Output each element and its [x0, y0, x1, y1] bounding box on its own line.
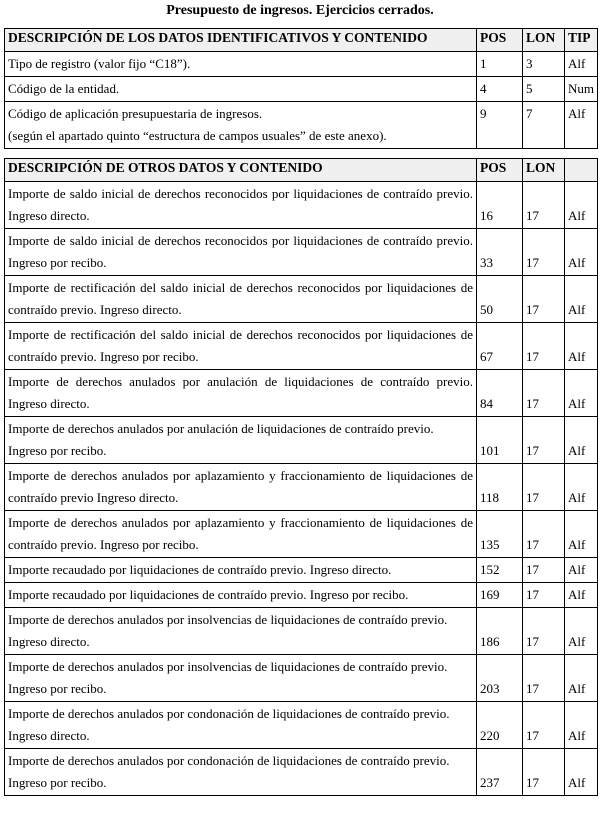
- description-line: Importe de derechos anulados por condonación de liquidaciones de contraído previo.: [8, 706, 450, 721]
- row-lon: 7: [523, 102, 565, 149]
- table-row: [5, 370, 598, 417]
- row-lon: 17: [523, 558, 565, 583]
- row-tip: Alf: [565, 558, 598, 583]
- row-pos: 186: [477, 608, 523, 655]
- row-lon: 17: [523, 583, 565, 608]
- row-pos: 1: [477, 52, 523, 77]
- row-description: [5, 77, 477, 102]
- table-row: [5, 702, 598, 749]
- row-lon: 17: [523, 464, 565, 511]
- description-line: Importe de derechos anulados por aplazamiento y fraccionamiento de liquidaciones de contraído previo Ingreso directo.: [8, 468, 473, 505]
- row-description: [5, 370, 477, 417]
- row-lon: 17: [523, 182, 565, 229]
- header-lon: LON: [523, 29, 565, 52]
- table-row: [5, 608, 598, 655]
- row-tip: Alf: [565, 608, 598, 655]
- row-pos: 9: [477, 102, 523, 149]
- row-tip: Alf: [565, 370, 598, 417]
- other-data-table: [4, 158, 598, 796]
- row-pos: 101: [477, 417, 523, 464]
- description-line: Código de la entidad.: [8, 81, 120, 96]
- description-line: Importe recaudado por liquidaciones de contraído previo. Ingreso por recibo.: [8, 587, 409, 602]
- row-lon: 17: [523, 276, 565, 323]
- row-pos: 84: [477, 370, 523, 417]
- row-description: [5, 608, 477, 655]
- table-row: [5, 182, 598, 229]
- row-tip: Alf: [565, 276, 598, 323]
- description-line: Importe de saldo inicial de derechos reconocidos por liquidaciones de contraído previo. Ingreso directo.: [8, 186, 473, 223]
- row-description: [5, 749, 477, 796]
- row-tip: Alf: [565, 583, 598, 608]
- header-pos: POS: [477, 29, 523, 52]
- row-description: [5, 558, 477, 583]
- row-pos: 4: [477, 77, 523, 102]
- row-tip: Alf: [565, 655, 598, 702]
- description-line: Importe de derechos anulados por insolvencias de liquidaciones de contraído previo.: [8, 612, 448, 627]
- row-pos: 135: [477, 511, 523, 558]
- table-row: [5, 749, 598, 796]
- row-lon: 3: [523, 52, 565, 77]
- row-pos: 118: [477, 464, 523, 511]
- description-line: Importe recaudado por liquidaciones de contraído previo. Ingreso directo.: [8, 562, 392, 577]
- table-row: [5, 655, 598, 702]
- row-description: [5, 464, 477, 511]
- description-line: Importe de derechos anulados por anulación de liquidaciones de contraído previo.: [8, 421, 434, 436]
- header-tip: TIP: [565, 29, 598, 52]
- description-line: Ingreso por recibo.: [8, 681, 107, 696]
- description-line: Ingreso directo.: [8, 634, 90, 649]
- row-pos: 169: [477, 583, 523, 608]
- row-description: [5, 229, 477, 276]
- table-row: [5, 276, 598, 323]
- row-lon: 17: [523, 229, 565, 276]
- header-tip: [565, 159, 598, 182]
- row-tip: Alf: [565, 702, 598, 749]
- row-lon: 17: [523, 370, 565, 417]
- header-pos: POS: [477, 159, 523, 182]
- table-row: [5, 583, 598, 608]
- row-tip: Alf: [565, 511, 598, 558]
- description-line: Importe de saldo inicial de derechos reconocidos por liquidaciones de contraído previo. Ingreso por recibo.: [8, 233, 473, 270]
- row-tip: Alf: [565, 229, 598, 276]
- description-line: Importe de derechos anulados por insolvencias de liquidaciones de contraído previo.: [8, 659, 448, 674]
- row-pos: 220: [477, 702, 523, 749]
- description-line: (según el apartado quinto “estructura de campos usuales” de este anexo).: [8, 128, 387, 143]
- description-line: Importe de derechos anulados por anulación de liquidaciones de contraído previo. Ingreso directo.: [8, 374, 473, 411]
- table-header-row: [5, 159, 598, 182]
- table-row: [5, 511, 598, 558]
- table-row: [5, 323, 598, 370]
- description-line: Ingreso por recibo.: [8, 443, 107, 458]
- description-line: Ingreso por recibo.: [8, 775, 107, 790]
- table-row: [5, 417, 598, 464]
- row-lon: 17: [523, 417, 565, 464]
- row-tip: Alf: [565, 323, 598, 370]
- table-row: [5, 52, 598, 77]
- row-tip: Alf: [565, 102, 598, 149]
- identification-table: [4, 28, 598, 149]
- row-description: [5, 583, 477, 608]
- row-pos: 50: [477, 276, 523, 323]
- row-description: [5, 702, 477, 749]
- table-row: [5, 464, 598, 511]
- row-tip: Alf: [565, 182, 598, 229]
- row-description: [5, 323, 477, 370]
- row-description: [5, 276, 477, 323]
- row-tip: Num: [565, 77, 598, 102]
- description-line: Tipo de registro (valor fijo “C18”).: [8, 56, 191, 71]
- row-pos: 237: [477, 749, 523, 796]
- row-description: [5, 182, 477, 229]
- header-description: DESCRIPCIÓN DE OTROS DATOS Y CONTENIDO: [5, 159, 477, 182]
- description-line: Importe de derechos anulados por condonación de liquidaciones de contraído previo.: [8, 753, 450, 768]
- table-header-row: [5, 29, 598, 52]
- description-line: Importe de rectificación del saldo inicial de derechos reconocidos por liquidaciones de contraído previo. Ingreso directo.: [8, 280, 473, 317]
- table-row: [5, 558, 598, 583]
- row-pos: 16: [477, 182, 523, 229]
- row-description: [5, 417, 477, 464]
- row-tip: Alf: [565, 464, 598, 511]
- description-line: Ingreso directo.: [8, 728, 90, 743]
- row-pos: 203: [477, 655, 523, 702]
- row-pos: 152: [477, 558, 523, 583]
- row-tip: Alf: [565, 52, 598, 77]
- table-row: [5, 77, 598, 102]
- description-line: Código de aplicación presupuestaria de ingresos.: [8, 106, 263, 121]
- row-lon: 17: [523, 511, 565, 558]
- row-description: [5, 655, 477, 702]
- page-title: Presupuesto de ingresos. Ejercicios cerrados.: [166, 3, 434, 18]
- table-row: [5, 102, 598, 149]
- row-pos: 33: [477, 229, 523, 276]
- description-line: Importe de rectificación del saldo inicial de derechos reconocidos por liquidaciones de contraído previo. Ingreso por recibo.: [8, 327, 473, 364]
- row-lon: 17: [523, 655, 565, 702]
- row-lon: 17: [523, 608, 565, 655]
- row-lon: 5: [523, 77, 565, 102]
- row-lon: 17: [523, 702, 565, 749]
- row-description: [5, 511, 477, 558]
- row-description: [5, 52, 477, 77]
- row-lon: 17: [523, 749, 565, 796]
- row-lon: 17: [523, 323, 565, 370]
- row-tip: Alf: [565, 417, 598, 464]
- row-description: [5, 102, 477, 149]
- description-line: Importe de derechos anulados por aplazamiento y fraccionamiento de liquidaciones de contraído previo. Ingreso por recibo.: [8, 515, 473, 552]
- header-description: DESCRIPCIÓN DE LOS DATOS IDENTIFICATIVOS Y CONTENIDO: [5, 29, 477, 52]
- header-lon: LON: [523, 159, 565, 182]
- row-tip: Alf: [565, 749, 598, 796]
- row-pos: 67: [477, 323, 523, 370]
- table-row: [5, 229, 598, 276]
